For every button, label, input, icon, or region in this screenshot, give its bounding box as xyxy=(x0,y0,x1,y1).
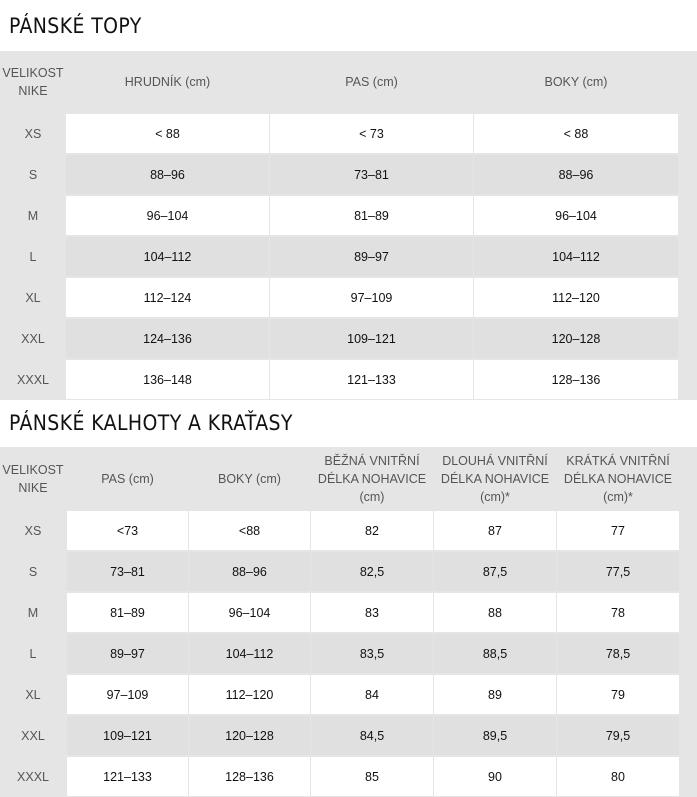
tops-row xyxy=(0,278,697,317)
pants-header-0: VELIKOST NIKE xyxy=(2,462,64,495)
measurement-cell: 80 xyxy=(557,757,679,796)
size-label: XXL xyxy=(21,331,45,346)
measurement-cell: 87,5 xyxy=(434,552,556,591)
measurement-cell: 82 xyxy=(311,511,433,550)
measurement-cell: 112–120 xyxy=(474,278,678,317)
measurement-cell: 96–104 xyxy=(66,196,269,235)
pants-row xyxy=(0,634,697,673)
measurement-cell: 88–96 xyxy=(189,552,310,591)
measurement-cell: 121–133 xyxy=(67,757,188,796)
pants-size-table xyxy=(0,447,697,797)
size-label: XXXL xyxy=(17,372,49,387)
size-label: XL xyxy=(25,290,41,305)
measurement-cell: 88–96 xyxy=(474,155,678,194)
measurement-cell: 83 xyxy=(311,593,433,632)
measurement-cell: 84,5 xyxy=(311,716,433,755)
tops-title: PÁNSKÉ TOPY xyxy=(9,14,142,38)
measurement-cell: 124–136 xyxy=(66,319,269,358)
tops-header-2: PAS (cm) xyxy=(345,75,398,89)
measurement-cell: 96–104 xyxy=(189,593,310,632)
measurement-cell: 104–112 xyxy=(189,634,310,673)
measurement-cell: 97–109 xyxy=(270,278,473,317)
measurement-cell: 89–97 xyxy=(67,634,188,673)
size-label: XL xyxy=(25,687,41,702)
size-label: L xyxy=(29,646,37,661)
pants-row xyxy=(0,511,697,550)
pants-row xyxy=(0,757,697,796)
measurement-cell: 77 xyxy=(557,511,679,550)
measurement-cell: 128–136 xyxy=(189,757,310,796)
tops-row xyxy=(0,237,697,276)
measurement-cell: < 88 xyxy=(474,114,678,153)
pants-title: PÁNSKÉ KALHOTY A KRAŤASY xyxy=(9,411,293,435)
pants-row xyxy=(0,593,697,632)
measurement-cell: 112–124 xyxy=(66,278,269,317)
measurement-cell: 78 xyxy=(557,593,679,632)
tops-header-1: HRUDNÍK (cm) xyxy=(124,75,211,89)
pants-header-3: BĚŽNÁ VNITŘNÍ DÉLKA NOHAVICE (cm) xyxy=(317,453,427,504)
measurement-cell: 88,5 xyxy=(434,634,556,673)
tops-row xyxy=(0,114,697,153)
measurement-cell: < 88 xyxy=(66,114,269,153)
measurement-cell: <88 xyxy=(189,511,310,550)
measurement-cell: 89,5 xyxy=(434,716,556,755)
measurement-cell: 90 xyxy=(434,757,556,796)
measurement-cell: 128–136 xyxy=(474,360,678,399)
tops-row xyxy=(0,155,697,194)
measurement-cell: 120–128 xyxy=(474,319,678,358)
measurement-cell: 120–128 xyxy=(189,716,310,755)
measurement-cell: 81–89 xyxy=(270,196,473,235)
tops-row xyxy=(0,196,697,235)
pants-header-1: PAS (cm) xyxy=(101,471,154,486)
measurement-cell: 88–96 xyxy=(66,155,269,194)
pants-row xyxy=(0,552,697,591)
measurement-cell: 104–112 xyxy=(474,237,678,276)
pants-header-5: KRÁTKÁ VNITŘNÍ DÉLKA NOHAVICE (cm)* xyxy=(563,453,673,504)
measurement-cell: 97–109 xyxy=(67,675,188,714)
measurement-cell: 96–104 xyxy=(474,196,678,235)
measurement-cell: 73–81 xyxy=(270,155,473,194)
measurement-cell: 73–81 xyxy=(67,552,188,591)
measurement-cell: 82,5 xyxy=(311,552,433,591)
size-label: L xyxy=(29,249,37,264)
measurement-cell: 79,5 xyxy=(557,716,679,755)
measurement-cell: 104–112 xyxy=(66,237,269,276)
tops-row xyxy=(0,360,697,399)
tops-header-0: VELIKOST NIKE xyxy=(2,66,64,98)
measurement-cell: 79 xyxy=(557,675,679,714)
size-label: XS xyxy=(24,523,42,538)
tops-header-3: BOKY (cm) xyxy=(544,75,608,89)
pants-header-4: DLOUHÁ VNITŘNÍ DÉLKA NOHAVICE (cm)* xyxy=(440,453,550,504)
measurement-cell: 85 xyxy=(311,757,433,796)
pants-row xyxy=(0,675,697,714)
size-label: S xyxy=(28,564,38,579)
measurement-cell: < 73 xyxy=(270,114,473,153)
measurement-cell: 112–120 xyxy=(189,675,310,714)
measurement-cell: 88 xyxy=(434,593,556,632)
size-label: M xyxy=(27,605,39,620)
measurement-cell: 136–148 xyxy=(66,360,269,399)
pants-row xyxy=(0,716,697,755)
tops-size-table xyxy=(0,51,697,400)
measurement-cell: 77,5 xyxy=(557,552,679,591)
size-label: XS xyxy=(24,126,42,141)
size-label: M xyxy=(27,208,39,223)
tops-row xyxy=(0,319,697,358)
measurement-cell: 121–133 xyxy=(270,360,473,399)
measurement-cell: 89–97 xyxy=(270,237,473,276)
pants-header-2: BOKY (cm) xyxy=(218,471,281,486)
size-label: XXL xyxy=(21,728,45,743)
size-label: S xyxy=(28,167,38,182)
measurement-cell: <73 xyxy=(67,511,188,550)
measurement-cell: 81–89 xyxy=(67,593,188,632)
measurement-cell: 109–121 xyxy=(270,319,473,358)
measurement-cell: 89 xyxy=(434,675,556,714)
measurement-cell: 87 xyxy=(434,511,556,550)
measurement-cell: 84 xyxy=(311,675,433,714)
size-label: XXXL xyxy=(17,769,49,784)
measurement-cell: 78,5 xyxy=(557,634,679,673)
measurement-cell: 83,5 xyxy=(311,634,433,673)
measurement-cell: 109–121 xyxy=(67,716,188,755)
